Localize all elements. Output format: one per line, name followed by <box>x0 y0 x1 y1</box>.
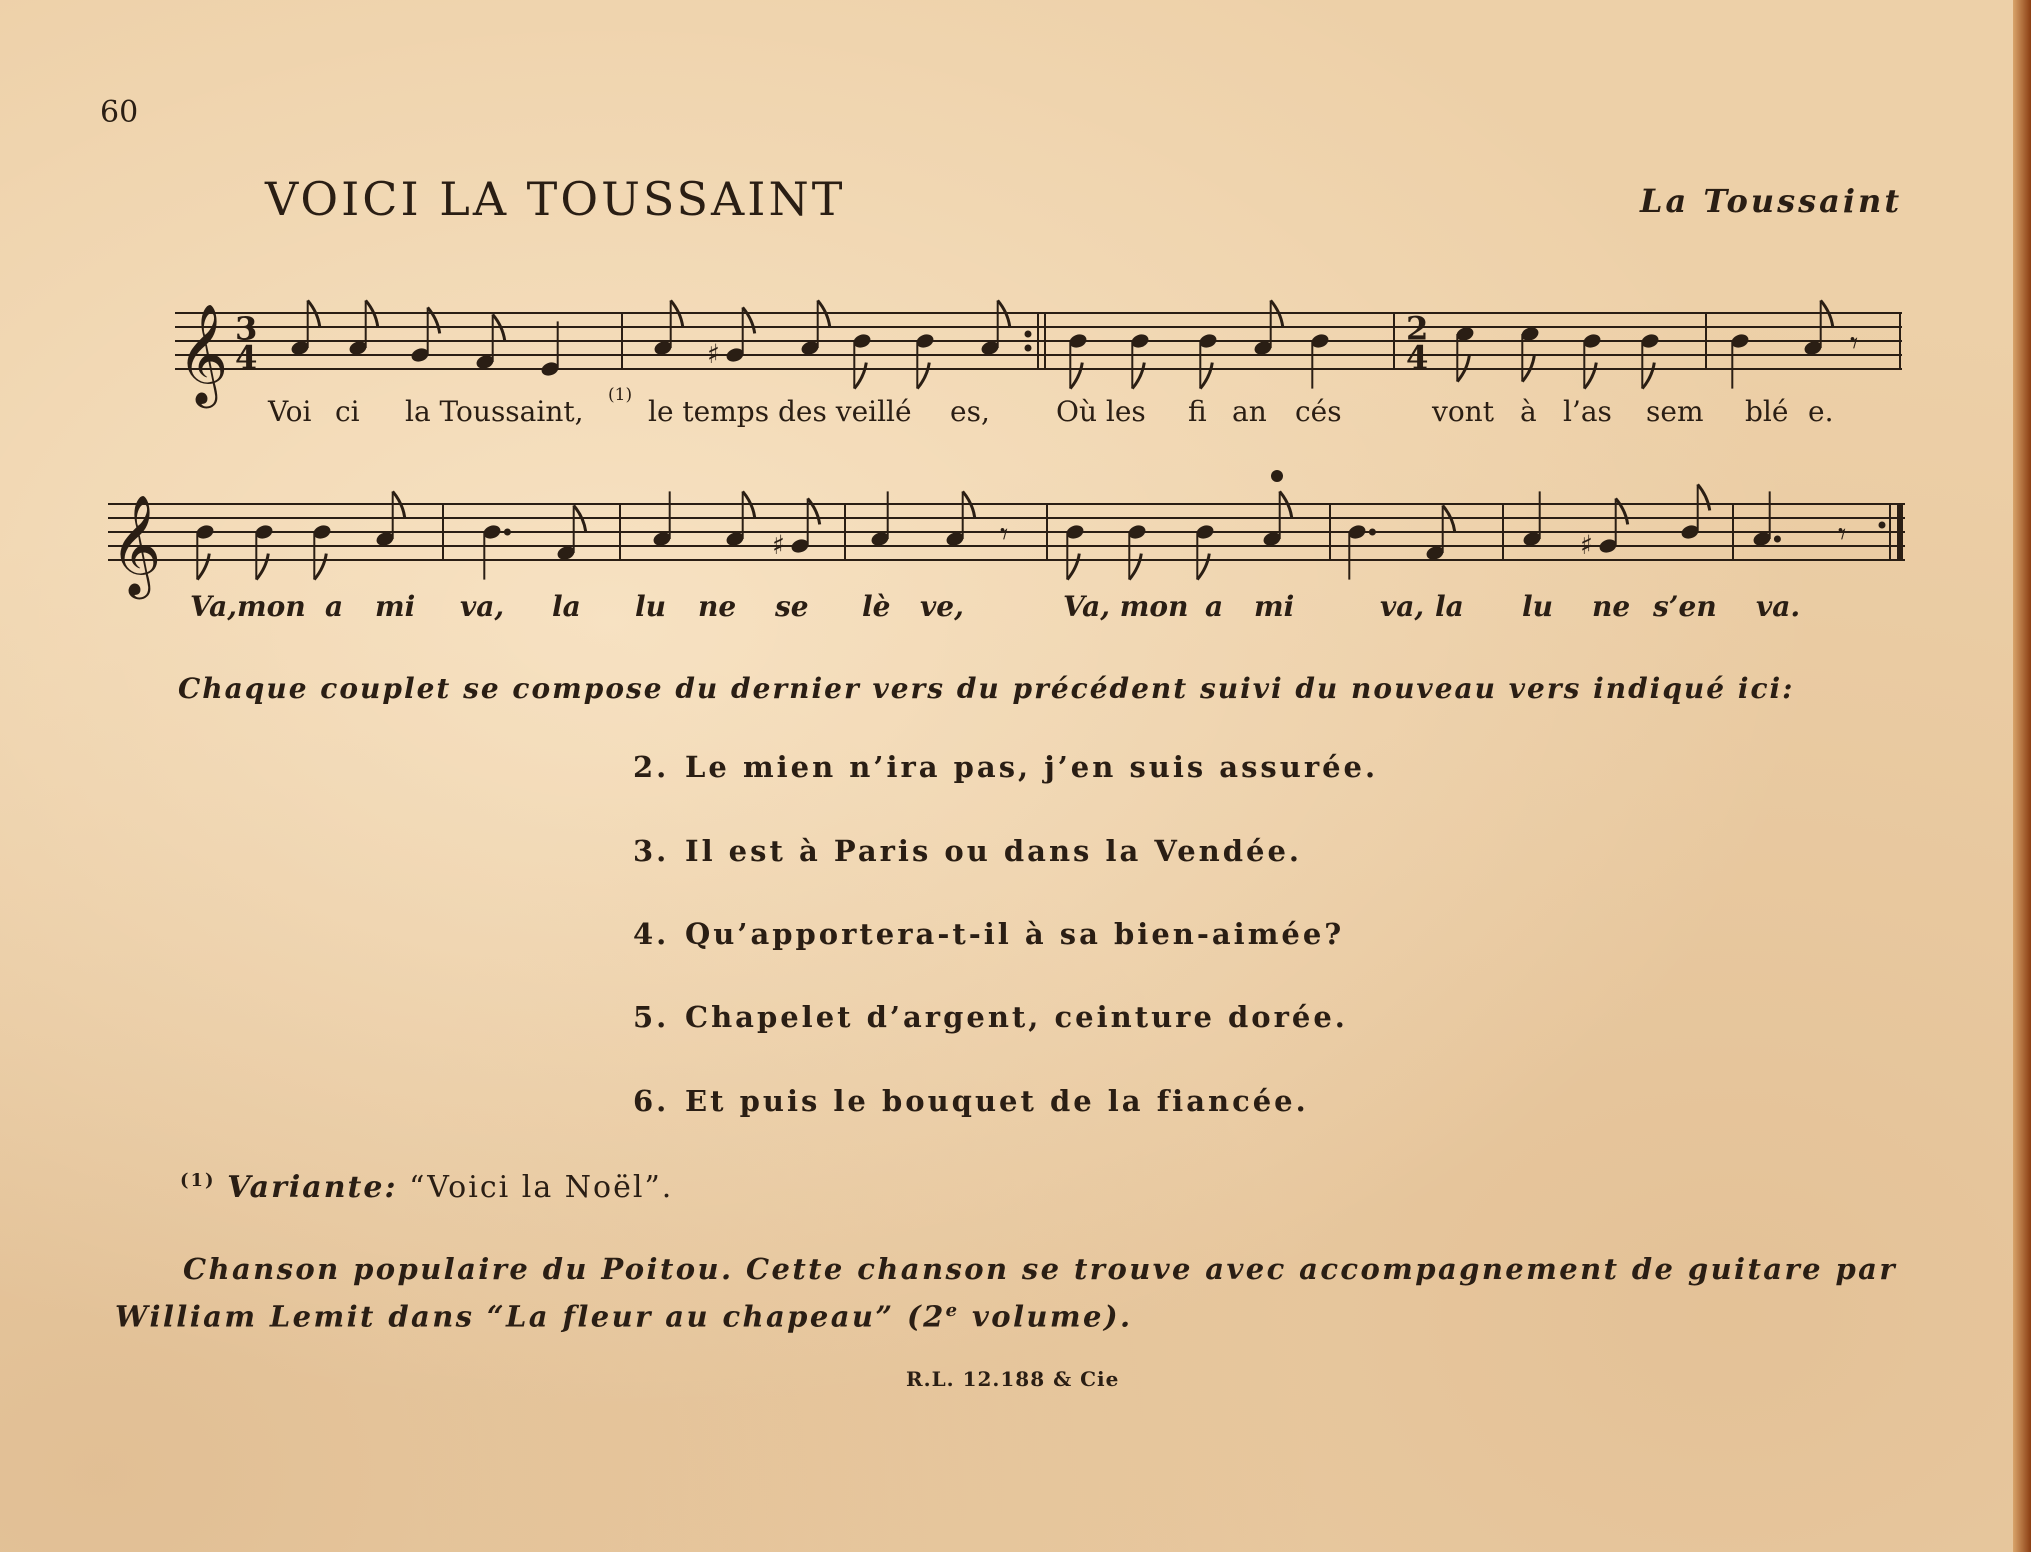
note-flag <box>1197 554 1209 580</box>
lyric-syllable: la <box>552 590 581 623</box>
note-flag <box>1584 363 1596 389</box>
lyric-syllable: le temps des veillé <box>648 395 912 428</box>
verse-item: 6. Et puis le bouquet de la fiancée. <box>633 1084 1309 1118</box>
catalog-reference: R.L. 12.188 & Cie <box>906 1367 1120 1391</box>
lyric-syllable: e. <box>1808 395 1834 428</box>
time-signature-bottom: 4 <box>235 338 258 377</box>
verse-item: 3. Il est à Paris ou dans la Vendée. <box>633 834 1303 868</box>
lyric-syllable: ne <box>1592 590 1631 623</box>
note-flag <box>197 554 209 580</box>
note-flag <box>1616 498 1628 524</box>
lyric-syllable: an <box>1232 395 1267 428</box>
source-note: Chanson populaire du Poitou. Cette chanson se trouve avec accompagnement de guitare par William Lemit dans “La fleur au chapeau” (2e volume). <box>115 1252 1898 1334</box>
footnote-marker: (1) <box>180 1170 216 1191</box>
lyric-syllable: es, <box>950 395 990 428</box>
note-flag <box>428 307 440 333</box>
lyric-syllable: va. <box>1756 590 1801 623</box>
note-flag <box>1067 554 1079 580</box>
time-signature-top: 2 <box>1406 309 1429 348</box>
eighth-rest-icon: 𝄾 <box>1850 325 1859 362</box>
verse-item: 4. Qu’apportera-t-il à sa bien-aimée? <box>633 917 1345 951</box>
note-flag <box>1129 554 1141 580</box>
lyric-syllable: vont <box>1432 395 1494 428</box>
lyric-syllable: va, <box>1380 590 1425 623</box>
lyric-syllable: Va,mon <box>190 590 306 623</box>
verse-item: 2. Le mien n’ira pas, j’en suis assurée. <box>633 750 1379 784</box>
note-dot <box>1774 536 1781 543</box>
footnote <box>180 1170 673 1205</box>
fermata-icon <box>1271 470 1283 482</box>
treble-clef-icon: 𝄞 <box>110 494 162 595</box>
lyric-syllable: lu <box>635 590 666 623</box>
note-flag <box>743 307 755 333</box>
sharp-icon: ♯ <box>1580 530 1593 561</box>
repeat-dot <box>1025 345 1032 352</box>
lyric-syllable: fi <box>1188 395 1207 428</box>
sharp-icon: ♯ <box>772 530 785 561</box>
note-flag <box>1698 484 1710 510</box>
couplet-instruction: Chaque couplet se compose du dernier vers du précédent suivi du nouveau vers indiqué ici: <box>178 672 1795 705</box>
lyric-syllable: ne <box>698 590 737 623</box>
repeat-dot <box>1879 522 1886 529</box>
note-dot <box>504 529 511 536</box>
note-flag <box>917 363 929 389</box>
lyric-syllable: a <box>1205 590 1224 623</box>
page-number: 60 <box>100 95 139 130</box>
note-flag <box>1132 363 1144 389</box>
staff-line-1 <box>175 300 1902 408</box>
lyric-syllable: la Toussaint, <box>405 395 584 428</box>
note-flag <box>808 498 820 524</box>
lyric-syllable: s’en <box>1653 590 1717 623</box>
lyric-syllable: cés <box>1295 395 1342 428</box>
note-flag <box>1200 363 1212 389</box>
footnote-label: Variante: <box>227 1170 398 1205</box>
repeat-dot <box>1025 331 1032 338</box>
footnote-text: “Voici la Noël”. <box>409 1170 674 1205</box>
note-flag <box>1642 363 1654 389</box>
lyric-syllable: Va, mon <box>1063 590 1189 623</box>
lyric-syllable: Voi <box>268 395 312 428</box>
sharp-icon: ♯ <box>707 339 720 370</box>
time-signature-bottom: 4 <box>1406 338 1429 377</box>
note-flag <box>314 554 326 580</box>
lyric-syllable: Où les <box>1056 395 1146 428</box>
note-flag <box>256 554 268 580</box>
lyric-syllable: lu <box>1522 590 1553 623</box>
lyric-syllable: ve, <box>920 590 964 623</box>
lyric-syllable: sem <box>1646 395 1704 428</box>
lyric-syllable: ci <box>335 395 360 428</box>
treble-clef-icon: 𝄞 <box>177 303 229 404</box>
lyric-syllable: (1) <box>608 385 633 405</box>
lyric-syllable: la <box>1435 590 1464 623</box>
staff-line-2 <box>108 470 1905 599</box>
note-flag <box>854 363 866 389</box>
lyric-syllable: se <box>775 590 809 623</box>
lyric-syllable: l’as <box>1563 395 1612 428</box>
eighth-rest-icon: 𝄾 <box>1000 516 1009 553</box>
lyric-syllable: mi <box>375 590 416 623</box>
time-signature-top: 3 <box>235 309 258 348</box>
note-flag <box>1070 363 1082 389</box>
song-subtitle: La Toussaint <box>1640 182 1903 220</box>
lyric-syllable: lè <box>862 590 891 623</box>
lyric-syllable: mi <box>1254 590 1295 623</box>
lyric-syllable: blé <box>1745 395 1789 428</box>
eighth-rest-icon: 𝄾 <box>1838 516 1847 553</box>
lyric-syllable: à <box>1520 395 1537 428</box>
verse-item: 5. Chapelet d’argent, ceinture dorée. <box>633 1000 1348 1034</box>
note-dot <box>1369 529 1376 536</box>
page-title: VOICI LA TOUSSAINT <box>265 172 846 226</box>
lyric-syllable: va, <box>460 590 505 623</box>
lyric-syllable: a <box>325 590 344 623</box>
